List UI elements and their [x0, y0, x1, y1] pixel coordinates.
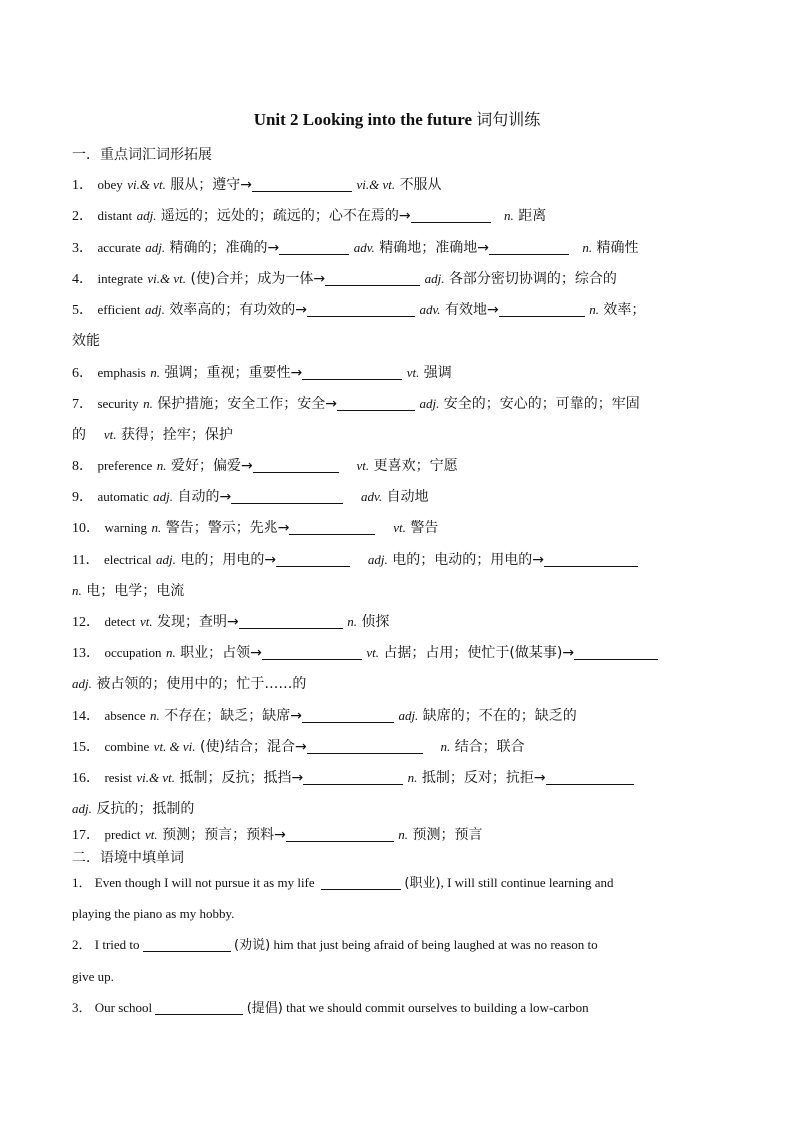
vocab-item-11-continued: n. 电；电学；电流: [72, 583, 185, 599]
headword: warning: [104, 520, 148, 535]
answer-blank[interactable]: [546, 771, 634, 785]
answer-blank[interactable]: [302, 709, 394, 723]
vocab-item-2: 2． distant adj. 遥远的；远处的；疏远的；心不在焉的→ n. 距离: [72, 208, 547, 224]
answer-blank[interactable]: [155, 1001, 243, 1015]
headword: distant: [97, 208, 133, 223]
vocab-item-6: 6． emphasis n. 强调；重视；重要性→ vt. 强调: [72, 365, 452, 381]
answer-blank[interactable]: [302, 366, 402, 380]
answer-blank[interactable]: [252, 178, 352, 192]
headword: efficient: [97, 302, 141, 317]
answer-blank[interactable]: [307, 303, 415, 317]
answer-blank[interactable]: [337, 397, 415, 411]
headword: accurate: [97, 240, 141, 255]
headword: obey: [97, 177, 123, 192]
sentence-item-2-continued: give up.: [72, 969, 114, 984]
vocab-item-11: 11． electrical adj. 电的；用电的→ adj. 电的；电动的；用电的→: [72, 551, 732, 570]
vocab-item-5-continued: 效能: [72, 333, 100, 349]
vocab-item-13: 13． occupation n. 职业；占领→ vt. 占据；占用；使忙于(做某事)→: [72, 644, 732, 663]
headword: integrate: [97, 271, 143, 286]
sentence-item-1-continued: playing the piano as my hobby.: [72, 906, 235, 921]
headword: combine: [104, 739, 150, 754]
headword: automatic: [97, 489, 149, 504]
vocab-item-5: 5． efficient adj. 效率高的；有功效的→ adv. 有效地→ n. 效率；: [72, 302, 646, 318]
word-hint: (劝说): [234, 938, 271, 953]
answer-blank[interactable]: [499, 303, 585, 317]
vocab-item-16: 16． resist vi.& vt. 抵制；反抗；抵挡→ n. 抵制；反对；抗拒→: [72, 769, 732, 788]
headword: absence: [104, 708, 146, 723]
answer-blank[interactable]: [489, 241, 569, 255]
headword: predict: [104, 827, 141, 842]
vocab-item-4: 4． integrate vi.& vt. (使)合并；成为一体→ adj. 各部分密切协调的；综合的: [72, 271, 617, 287]
vocab-item-15: 15． combine vt. & vi. (使)结合；混合→ n. 结合；联合: [72, 739, 525, 755]
title-chinese: 词句训练: [476, 110, 541, 129]
vocab-item-14: 14． absence n. 不存在；缺乏；缺席→ adj. 缺席的；不在的；缺乏的: [72, 708, 577, 724]
headword: electrical: [103, 552, 152, 567]
vocab-item-8: 8． preference n. 爱好；偏爱→ vt. 更喜欢；宁愿: [72, 458, 458, 474]
answer-blank[interactable]: [303, 771, 403, 785]
answer-blank[interactable]: [286, 828, 394, 842]
answer-blank[interactable]: [307, 740, 423, 754]
vocab-item-7-continued: 的 vt. 获得；拴牢；保护: [72, 427, 233, 443]
page-title: [0, 107, 794, 130]
section-heading-context: 二．语境中填单词: [72, 850, 184, 866]
sentence-item-2: 2． I tried to (劝说) him that just being afraid of being laughed at was no reason to: [72, 937, 598, 953]
vocab-item-1: 1． obey vi.& vt. 服从；遵守→ vi.& vt. 不服从: [72, 177, 442, 193]
answer-blank[interactable]: [289, 521, 375, 535]
vocab-item-13-continued: adj. 被占领的；使用中的；忙于……的: [72, 676, 307, 692]
headword: emphasis: [97, 365, 146, 380]
sentence-item-3: 3． Our school (提倡) that we should commit ourselves to building a low-carbon: [72, 1000, 589, 1016]
vocab-item-17: 17． predict vt. 预测；预言；预料→ n. 预测；预言: [72, 827, 483, 843]
answer-blank[interactable]: [411, 209, 491, 223]
headword: detect: [104, 614, 136, 629]
answer-blank[interactable]: [262, 646, 362, 660]
answer-blank[interactable]: [574, 646, 658, 660]
headword: occupation: [104, 645, 162, 660]
answer-blank[interactable]: [143, 938, 231, 952]
answer-blank[interactable]: [239, 615, 343, 629]
answer-blank[interactable]: [253, 459, 339, 473]
vocab-item-9: 9． automatic adj. 自动的→ adv. 自动地: [72, 489, 429, 505]
answer-blank[interactable]: [544, 553, 638, 567]
section-heading-vocabulary: 一．重点词汇词形拓展: [72, 147, 212, 163]
vocab-item-16-continued: adj. 反抗的；抵制的: [72, 801, 195, 817]
vocab-item-7: 7． security n. 保护措施；安全工作；安全→ adj. 安全的；安心的；可靠的；牢固: [72, 396, 640, 412]
answer-blank[interactable]: [231, 490, 343, 504]
headword: preference: [97, 458, 153, 473]
headword: security: [97, 396, 139, 411]
title-english: Unit 2 Looking into the future: [253, 110, 473, 129]
vocab-item-12: 12． detect vt. 发现；查明→ n. 侦探: [72, 614, 390, 630]
vocab-item-3: 3． accurate adj. 精确的；准确的→ adv. 精确地；准确地→ n. 精确性: [72, 240, 639, 256]
headword: resist: [104, 770, 132, 785]
word-hint: (提倡): [246, 1001, 283, 1016]
answer-blank[interactable]: [325, 272, 420, 286]
answer-blank[interactable]: [276, 553, 350, 567]
sentence-item-1: 1． Even though I will not pursue it as my life (职业), I will still continue learning and: [72, 875, 614, 891]
answer-blank[interactable]: [279, 241, 349, 255]
vocab-item-10: 10． warning n. 警告；警示；先兆→ vt. 警告: [72, 520, 439, 536]
word-hint: (职业): [404, 876, 441, 891]
answer-blank[interactable]: [321, 876, 401, 890]
